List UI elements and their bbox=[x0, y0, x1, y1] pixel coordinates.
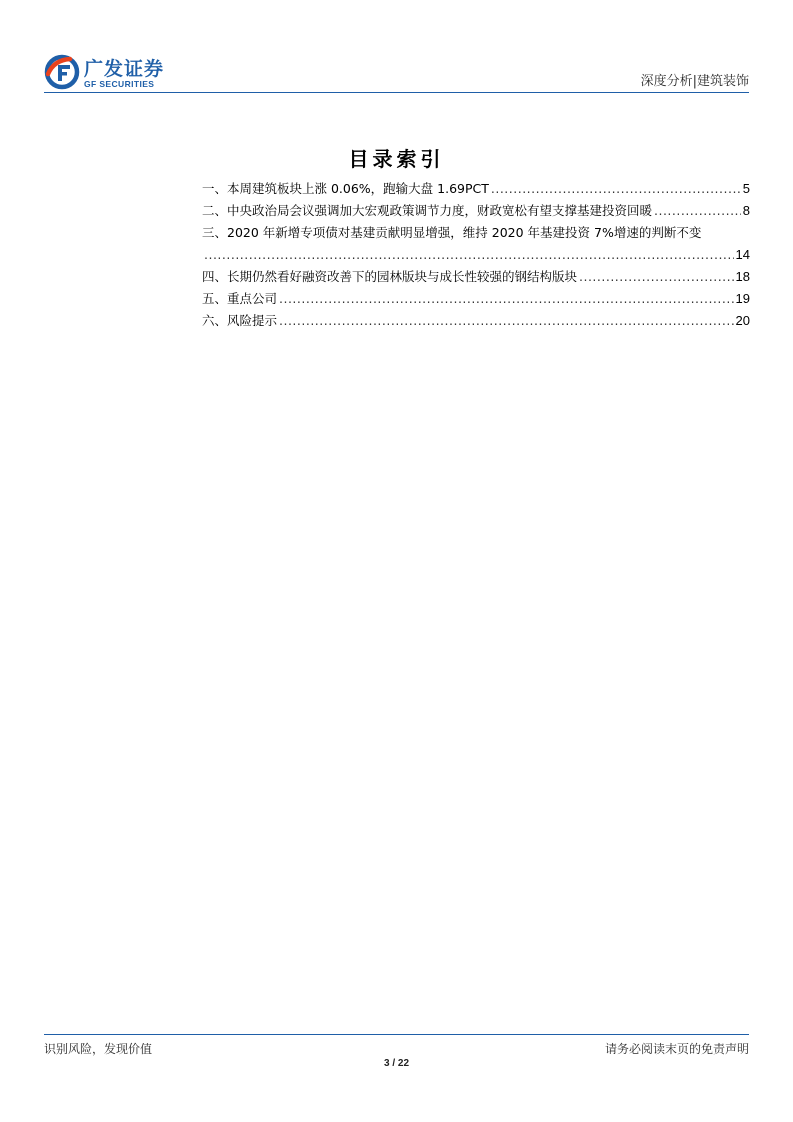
toc-entry-4[interactable] bbox=[202, 266, 750, 288]
toc-entry-text: 三、2020 年新增专项债对基建贡献明显增强，维持 2020 年基建投资 7%增速的判断不变 bbox=[202, 225, 702, 240]
toc-page-number: 19 bbox=[735, 291, 750, 306]
toc-entry-6[interactable] bbox=[202, 310, 750, 332]
gf-logo-icon bbox=[44, 54, 80, 90]
toc-page-number: 14 bbox=[735, 247, 750, 262]
report-category: 深度分析|建筑装饰 bbox=[640, 74, 749, 89]
toc-leader-dots bbox=[279, 310, 734, 332]
toc-leader-dots bbox=[491, 178, 741, 200]
company-logo bbox=[44, 54, 214, 90]
footer-slogan: 识别风险，发现价值 bbox=[44, 1042, 153, 1056]
logo-english-name: GF SECURITIES bbox=[84, 79, 155, 89]
toc-entry-text: 二、中央政治局会议强调加大宏观政策调节力度，财政宽松有望支撑基建投资回暖 bbox=[202, 203, 653, 218]
toc-entry-text: 四、长期仍然看好融资改善下的园林版块与成长性较强的钢结构版块 bbox=[202, 269, 578, 284]
toc-entry-text: 五、重点公司 bbox=[202, 291, 278, 306]
toc-entry-3[interactable] bbox=[202, 222, 750, 244]
toc-leader-dots bbox=[279, 288, 734, 310]
toc-title: 目录索引 bbox=[348, 147, 445, 171]
footer-disclaimer-note: 请务必阅读末页的免责声明 bbox=[604, 1042, 749, 1056]
footer-divider bbox=[44, 1034, 749, 1035]
header-divider bbox=[44, 92, 749, 93]
toc-entry-1[interactable] bbox=[202, 178, 750, 200]
table-of-contents bbox=[202, 178, 750, 332]
page-header bbox=[44, 54, 749, 92]
page-number: 3 / 22 bbox=[383, 1058, 410, 1069]
toc-entry-3-continued[interactable] bbox=[202, 244, 750, 266]
toc-entry-text: 一、本周建筑板块上涨 0.06%，跑输大盘 1.69PCT bbox=[202, 181, 489, 196]
toc-page-number: 18 bbox=[735, 269, 750, 284]
toc-entry-5[interactable] bbox=[202, 288, 750, 310]
toc-entry-text: 六、风险提示 bbox=[202, 313, 278, 328]
toc-entry-2[interactable] bbox=[202, 200, 750, 222]
toc-leader-dots bbox=[654, 200, 741, 222]
toc-leader-dots bbox=[579, 266, 734, 288]
toc-page-number: 8 bbox=[742, 203, 750, 218]
toc-page-number: 20 bbox=[735, 313, 750, 328]
logo-chinese-name: 广发证券 bbox=[84, 58, 165, 80]
toc-leader-dots bbox=[204, 244, 734, 266]
toc-page-number: 5 bbox=[742, 181, 750, 196]
